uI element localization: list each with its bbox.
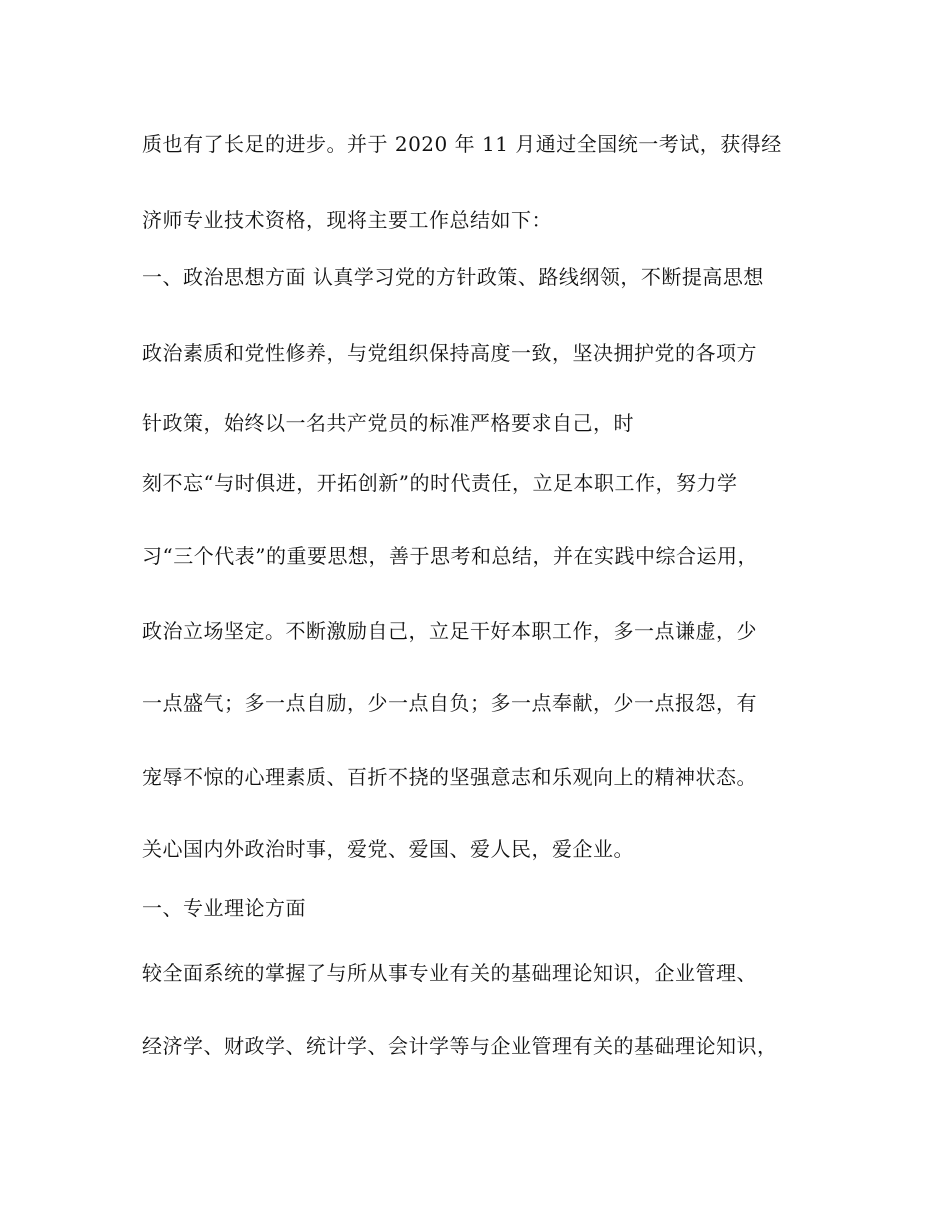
text-line-9: 一点盛气；多一点自励，少一点自负；多一点奉献，少一点报怨，有 [142, 691, 757, 715]
text-line-6: 刻不忘“与时俱进，开拓创新”的时代责任，立足本职工作，努力学 [142, 471, 738, 495]
text-line-13: 较全面系统的掌握了与所从事专业有关的基础理论知识，企业管理、 [142, 961, 757, 985]
text-line-7: 习“三个代表”的重要思想，善于思考和总结，并在实践中综合运用， [142, 544, 758, 568]
text-line-1: 质也有了长足的进步。并于 2020 年 11 月通过全国统一考试，获得经 [142, 132, 782, 156]
text-line-14: 经济学、财政学、统计学、会计学等与企业管理有关的基础理论知识， [142, 1034, 778, 1058]
text-line-10: 宠辱不惊的心理素质、百折不挠的坚强意志和乐观向上的精神状态。 [142, 765, 757, 789]
text-line-4: 政治素质和党性修养，与党组织保持高度一致，坚决拥护党的各项方 [142, 341, 757, 365]
text-line-5: 针政策，始终以一名共产党员的标准严格要求自己，时 [142, 411, 634, 435]
section-heading-theory: 一、专业理论方面 [142, 896, 306, 920]
text-line-11: 关心国内外政治时事，爱党、爱国、爱人民，爱企业。 [142, 837, 634, 861]
text-line-8: 政治立场坚定。不断激励自己，立足干好本职工作，多一点谦虚，少 [142, 619, 757, 643]
text-line-2: 济师专业技术资格，现将主要工作总结如下： [142, 208, 552, 232]
section-heading-politics: 一、政治思想方面 认真学习党的方针政策、路线纲领，不断提高思想 [142, 265, 764, 289]
